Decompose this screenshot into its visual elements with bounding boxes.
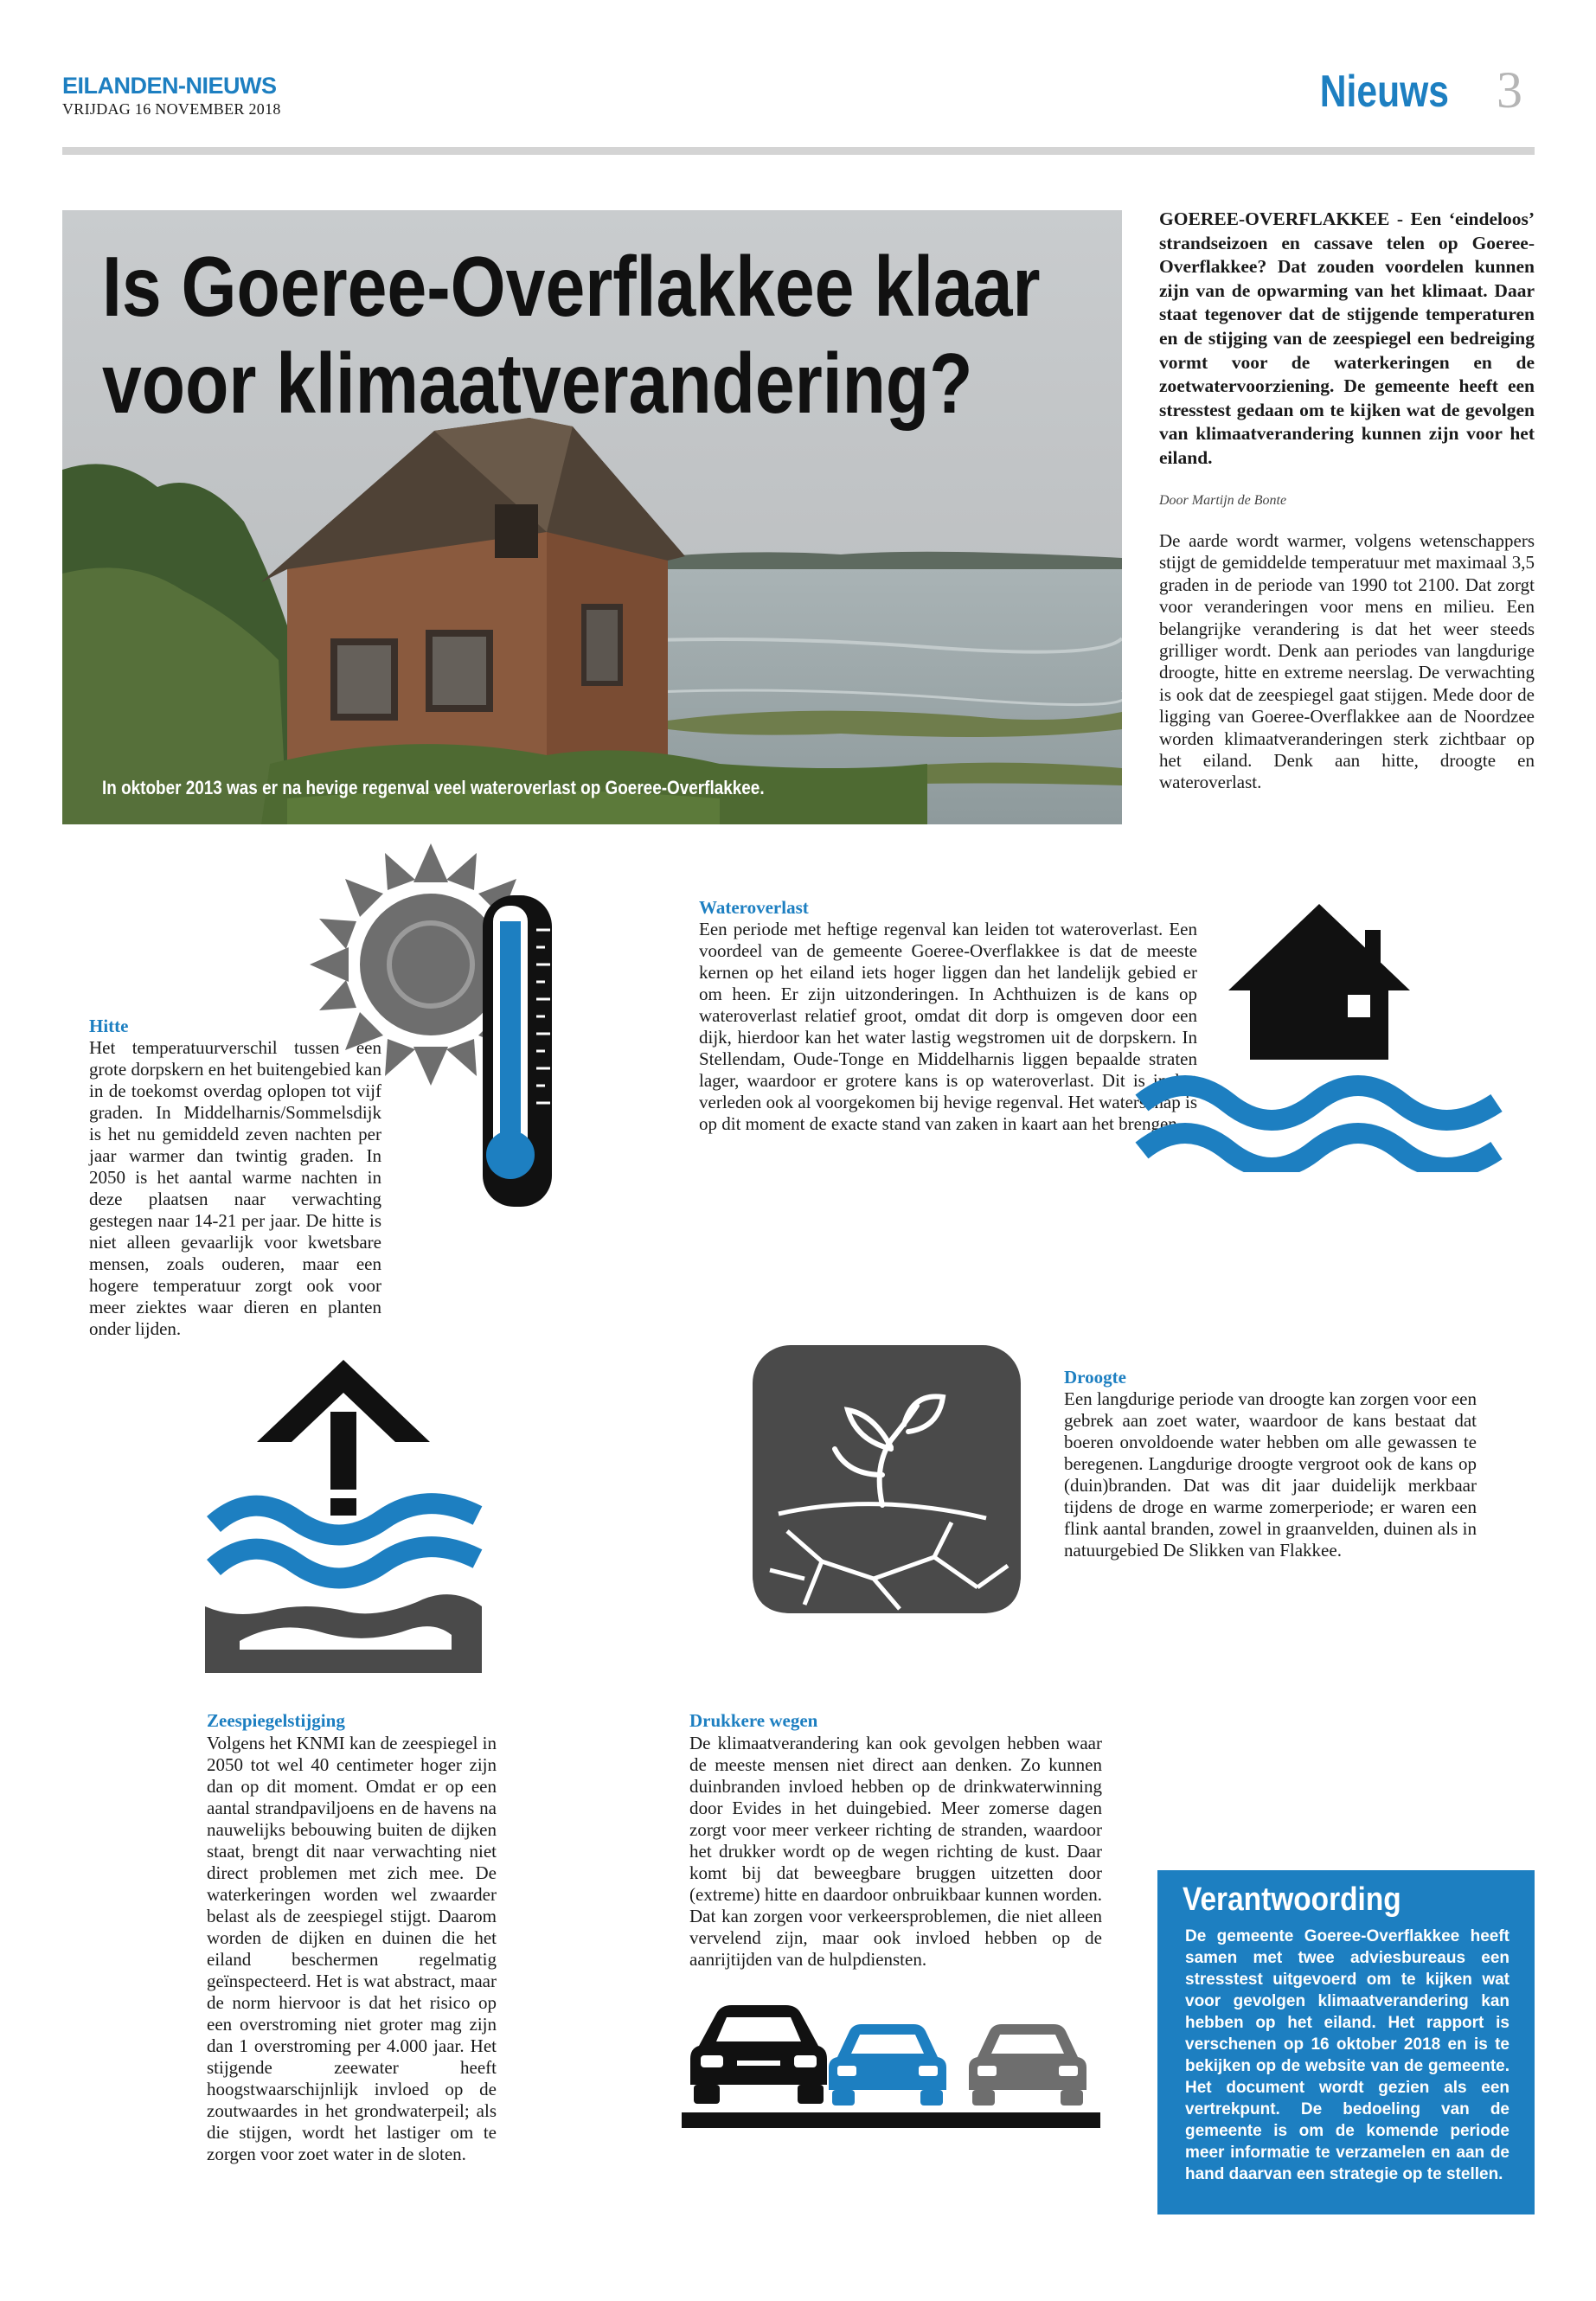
zeespiegel-title: Zeespiegelstijging <box>207 1710 345 1731</box>
top-divider <box>62 147 1535 155</box>
wateroverlast-title: Wateroverlast <box>699 897 809 918</box>
photo-caption: In oktober 2013 was er na hevige regenval veel wateroverlast op Goeree-Overflakkee. <box>102 777 765 798</box>
wateroverlast-body: Een periode met heftige regenval kan leiden tot wateroverlast. Een voordeel van de gemeente Goeree-Overflakkee is dat de meeste kernen op het eiland iets hoger liggen dan het landelijk gebied er om heen. Er zijn uitzonderingen. In Achthuizen is de kans op wateroverlast relatief groot, omdat dit dorp is omgeven door een dijk, hierdoor kan het water lastig wegstromen uit de dorpskern. In Stellendam, Oude-Tonge en Middelharnis liggen bepaalde straten lager, waardoor er grotere kans is op wateroverlast. Dit is in het verleden ook al voorgekomen bij hevige regenval. Het waterschap is op dit moment de exacte stand van zaken in kaart aan het brengen. <box>699 919 1197 1134</box>
car-grey-icon <box>969 2024 1086 2106</box>
verantwoording-body: De gemeente Goeree-Overflakkee heeft samen met twee adviesbureaus een stresstest uitgevoerd om te kijken wat voor gevolgen klimaatverandering kan hebben op het eiland. Het rapport is verschenen op 16 oktober 2018 en is te bekijken op de website van de gemeente. Het document wordt gezien als een vertrekpunt. De bedoeling van de gemeente is om de komende periode meer informatie te verzamelen en aan de hand daarvan een strategie op te stellen. <box>1185 1927 1509 2183</box>
zeespiegel-body: Volgens het KNMI kan de zeespiegel in 2050 tot wel 40 centimeter hoger zijn dan op dit moment. Omdat er op een aantal strandpaviljoens en de havens na nauwelijks bebouwing buiten de dijken staat, brengt dit naar verwachting niet direct problemen met zich mee. De waterkeringen worden wel zwaarder belast als de zeespiegel stijgt. Daarom worden de dijken en duinen die het eiland beschermen regelmatig geïnspecteerd. Het is wat abstract, maar de norm hiervoor is dat het risico op een overstroming niet groter mag zijn dan 1 overstroming per 4.000 jaar. Het stijgende zeewater heeft hoogstwaarschijnlijk invloed op de zoutwaardes in het grondwaterpeil; als die stijgen, wordt het lastiger om te zorgen voor zoet water in de sloten. <box>207 1733 497 2164</box>
lead-paragraph: GOEREE-OVERFLAKKEE - Een ‘eindeloos’ strandseizoen en cassave telen op Goeree-Overflakkee? Dat zouden voordelen kunnen zijn van de opwarming van het klimaat. Daar staat tegenover dat de stijgende temperaturen en de stijging van de zeespiegel een bedreiging vormt voor de waterkeringen en de zoetwatervoorziening. De gemeente heeft een stresstest gedaan om te kijken wat de gevolgen van klimaatverandering kunnen zijn voor het eiland. <box>1159 208 1535 468</box>
droogte-title: Droogte <box>1064 1367 1126 1388</box>
headline <box>102 238 1041 432</box>
headline-line-2: voor klimaatverandering? <box>102 336 973 431</box>
verantwoording-title: Verantwoording <box>1183 1881 1401 1918</box>
hitte-body: Het temperatuurverschil tussen een grote dorpskern en het buitengebied kan in de toekomst overdag oplopen tot vijf graden. In Middelharnis/Sommelsdijk is het nu gemiddeld zeven nachten per jaar warmer dan twintig graden. In 2050 is het aantal warme nachten in deze plaatsen naar verwachting gestegen naar 14-21 per jaar. De hitte is niet alleen gevaarlijk voor kwetsbare mensen, zoals ouderen, maar een hogere temperatuur zorgt ook voor meer ziektes waar dieren en planten onder lijden. <box>89 1037 381 1339</box>
hitte-title: Hitte <box>89 1016 129 1036</box>
rising-sea-icon <box>201 1360 486 1680</box>
headline-line-1: Is Goeree-Overflakkee klaar <box>102 239 1041 334</box>
flooded-house-icon <box>1133 895 1505 1172</box>
traffic-cars-icon <box>682 1998 1100 2128</box>
page-number: 3 <box>1497 61 1522 119</box>
droogte-body: Een langdurige periode van droogte kan zorgen voor een gebrek aan zoet water, waardoor de kans bestaat dat boeren onvoldoende water hebben om alle gewassen te beregenen. Langdurige droogte vergroot ook de kans op (duin)branden. Dat was dit jaar duidelijk merkbaar tijdens de droge en warme zomerperiode; er waren een flink aantal branden, zowel in graanvelden, duinen als in natuurgebied De Slikken van Flakkee. <box>1064 1388 1477 1561</box>
intro-body: De aarde wordt warmer, volgens wetenschappers stijgt de gemiddelde temperatuur met maximaal 3,5 graden in de periode van 1990 tot 2100. Dat zorgt voor veranderingen voor mens en milieu. Een belangrijke verandering is dat het weer steeds grilliger wordt. Denk aan periodes van langdurige droogte, hitte en extreme neerslag. De verwachting is ook dat de zeespiegel gaat stijgen. Mede door de ligging van Goeree-Overflakkee aan de Noordzee worden klimaatveranderingen sterk zichtbaar op het eiland. Denk aan hitte, droogte en wateroverlast. <box>1159 530 1535 793</box>
car-blue-icon <box>829 2024 946 2106</box>
byline: Door Martijn de Bonte <box>1159 493 1287 508</box>
wegen-body: De klimaatverandering kan ook gevolgen hebben waar de meeste mensen niet direct aan denken. Zo kunnen duinbranden invloed hebben op de drinkwaterwinning door Evides in het duingebied. Meer zomerse dagen zorgt voor meer verkeer richting de stranden, waardoor het drukker wordt op de wegen richting de kust. Daar komt bij dat beweegbare bruggen uitzetten door (extreme) hitte en daardoor onbruikbaar kunnen worden. Dat kan zorgen voor verkeersproblemen, die niet alleen vervelend zijn, maar ook invloed hebben op de aanrijtijden van de hulpdiensten. <box>689 1733 1102 1970</box>
car-black-icon <box>690 2005 827 2104</box>
wegen-title: Drukkere wegen <box>689 1710 818 1731</box>
masthead-brand: EILANDEN-NIEUWS <box>62 73 277 99</box>
section-name: Nieuws <box>1319 67 1449 117</box>
drought-plant-icon <box>753 1345 1021 1613</box>
masthead-date: VRIJDAG 16 NOVEMBER 2018 <box>62 100 281 118</box>
